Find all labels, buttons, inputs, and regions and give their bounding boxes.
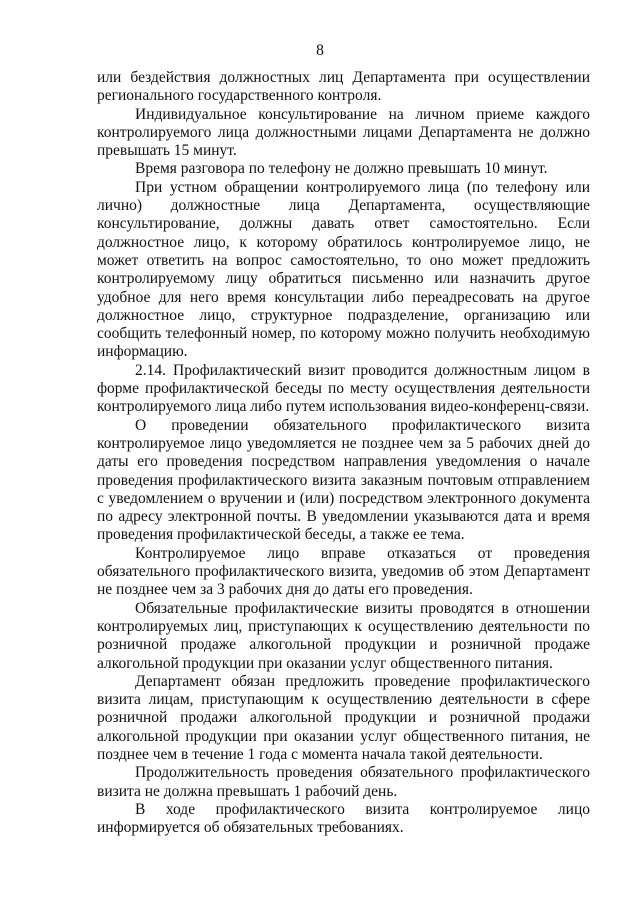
page-number: 8 xyxy=(316,42,324,59)
paragraph-9: Департамент обязан предложить проведение профилактического визита лицам, приступающим к осуществлению деятельности в сфере розничной продажи алкогольной продукции и розничной продажи алкогольной продукции при оказании услуг общественного питания, не позднее чем в течение 1 года с момента начала такой деятельности. xyxy=(97,672,590,763)
paragraph-1: или бездействия должностных лиц Департамента при осуществлении регионального государственного контроля. xyxy=(97,69,590,105)
paragraph-2: Индивидуальное консультирование на личном приеме каждого контролируемого лица должностными лицами Департамента не должно превышать 15 минут. xyxy=(97,105,590,160)
paragraph-4: При устном обращении контролируемого лица (по телефону или лично) должностные лица Департамента, осуществляющие консультирование, должны давать ответ самостоятельно. Если должностное лицо, к которому обратилось контролируемое лицо, не может ответить на вопрос самостоятельно, то оно может предложить контролируемому лицу обратиться письменно или назначить другое удобное для него время консультации либо переадресовать на другое должностное лицо, структурное подразделение, организацию или сообщить телефонный номер, по которому можно получить необходимую информацию. xyxy=(97,178,590,361)
body-text xyxy=(97,69,590,837)
paragraph-11: В ходе профилактического визита контролируемое лицо информируется об обязательных требованиях. xyxy=(97,800,590,837)
paragraph-3: Время разговора по телефону не должно превышать 10 минут. xyxy=(135,160,548,178)
paragraph-6: О проведении обязательного профилактического визита контролируемое лицо уведомляется не позднее чем за 5 рабочих дней до даты его проведения посредством направления уведомления о начале проведения профилактического визита заказным почтовым отправлением с уведомлением о вручении и (или) посредством электронного документа по адресу электронной почты. В уведомлении указываются дата и время проведения профилактической беседы, а также ее тема. xyxy=(97,416,590,544)
paragraph-10: Продолжительность проведения обязательного профилактического визита не должна превышать 1 рабочий день. xyxy=(97,764,590,800)
paragraph-5: 2.14. Профилактический визит проводится должностным лицом в форме профилактической беседы по месту осуществления деятельности контролируемого лица либо путем использования видео-конференц-связи. xyxy=(97,361,590,416)
paragraph-8: Обязательные профилактические визиты проводятся в отношении контролируемых лиц, приступающих к осуществлению деятельности по розничной продаже алкогольной продукции и розничной продаже алкогольной продукции при оказании услуг общественного питания. xyxy=(97,599,590,672)
paragraph-7: Контролируемое лицо вправе отказаться от проведения обязательного профилактического визита, уведомив об этом Департамент не позднее чем за 3 рабочих дня до даты его проведения. xyxy=(97,544,590,599)
